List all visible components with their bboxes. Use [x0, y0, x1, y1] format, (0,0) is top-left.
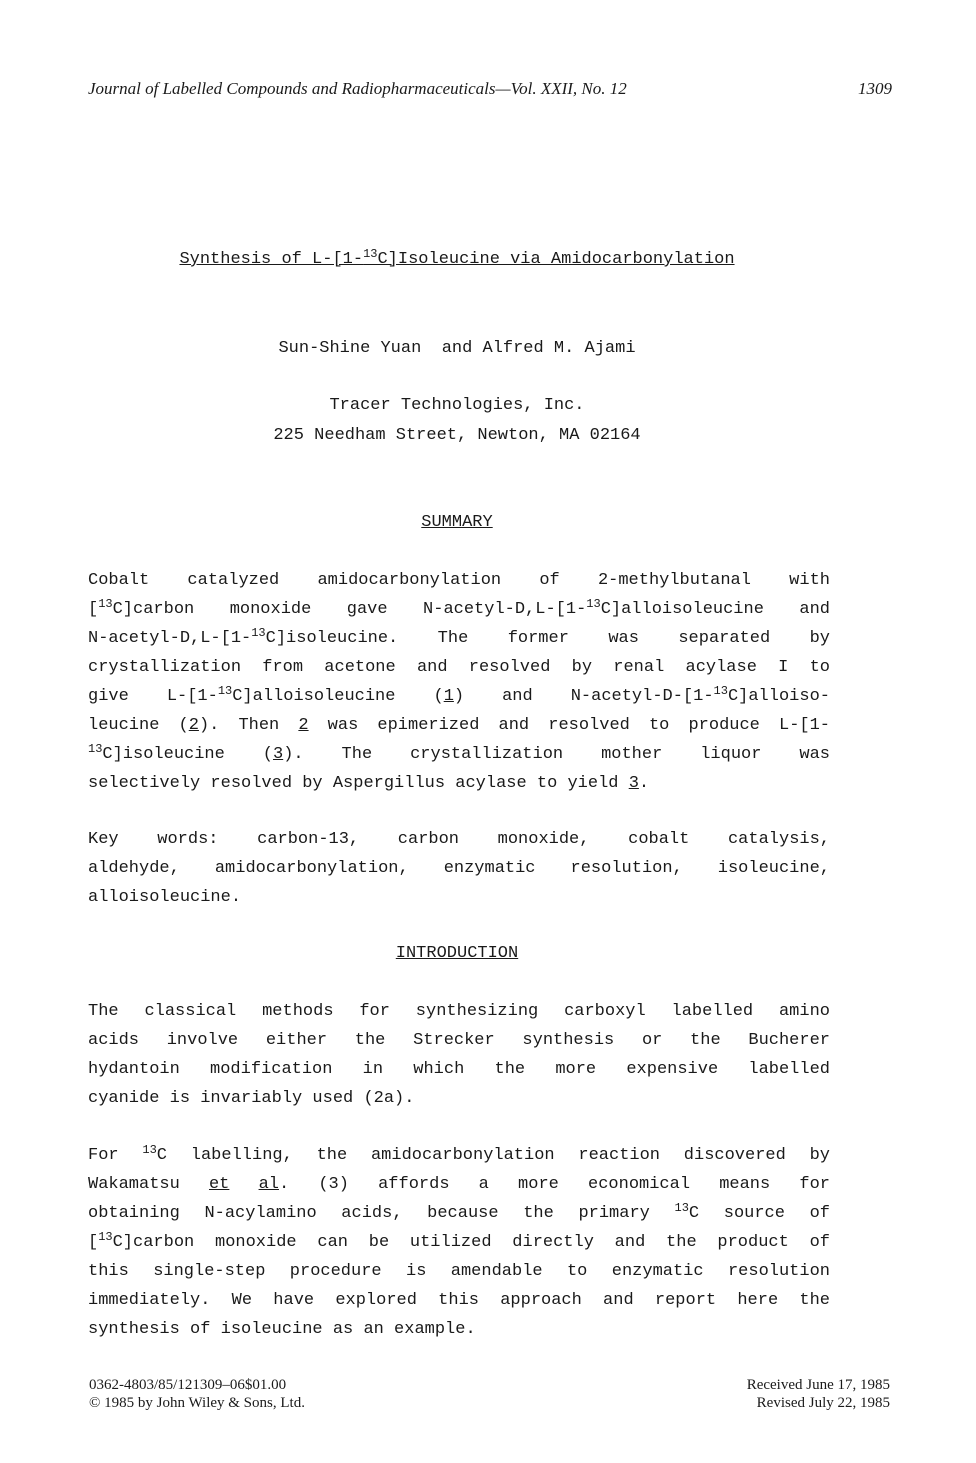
summary-paragraph — [88, 566, 830, 798]
intro-paragraph-1 — [88, 997, 830, 1113]
text-line: hydantoin modification in which the more expensive labelled — [88, 1060, 830, 1079]
text-line: aldehyde, amidocarbonylation, enzymatic resolution, isoleucine, — [88, 859, 830, 878]
footer-left — [89, 1376, 305, 1412]
text-line: $^{13}$C]isoleucine (3). The crystallization mother liquor was — [88, 742, 830, 764]
text-line: [$^{13}$C]carbon monoxide gave N-acetyl-D,L-[1-$^{13}$C]alloisoleucine and — [88, 597, 830, 619]
text-line: [$^{13}$C]carbon monoxide can be utilized directly and the product of — [88, 1230, 830, 1252]
text-line: leucine (2). Then 2 was epimerized and resolved to produce L-[1- — [88, 716, 830, 735]
intro-paragraph-2 — [88, 1141, 830, 1344]
text-line: N-acetyl-D,L-[1-$^{13}$C]isoleucine. The former was separated by — [88, 626, 830, 648]
text-line: give L-[1-$^{13}$C]alloisoleucine (1) and N-acetyl-D-[1-$^{13}$C]alloiso- — [88, 684, 830, 706]
text-line: Key words: carbon-13, carbon monoxide, cobalt catalysis, — [88, 830, 830, 849]
summary-heading: SUMMARY — [421, 513, 493, 532]
page-number: 1309 — [858, 79, 892, 98]
introduction-heading: INTRODUCTION — [395, 944, 519, 963]
journal-title: Journal of Labelled Compounds and Radiopharmaceuticals—Vol. XXII, No. 12 — [88, 79, 627, 98]
text-line: Wakamatsu et al. (3) affords a more economical means for — [88, 1175, 830, 1194]
text-line: For $^{13}$C labelling, the amidocarbonylation reaction discovered by — [88, 1143, 830, 1165]
copyright: © 1985 by John Wiley & Sons, Ltd. — [89, 1395, 305, 1411]
affiliation-address: 225 Needham Street, Newton, MA 02164 — [273, 426, 641, 445]
received-date: Received June 17, 1985 — [746, 1377, 890, 1393]
title-text-end: C]Isoleucine via Amidocarbonylation — [377, 250, 735, 269]
text-line: selectively resolved by Aspergillus acylase to yield 3. — [88, 774, 650, 793]
text-line: acids involve either the Strecker synthesis or the Bucherer — [88, 1031, 830, 1050]
affiliation-org: Tracer Technologies, Inc. — [329, 396, 585, 415]
text-line: obtaining N-acylamino acids, because the primary $^{13}$C source of — [88, 1201, 830, 1223]
text-line: synthesis of isoleucine as an example. — [88, 1320, 476, 1339]
text-line: Cobalt catalyzed amidocarbonylation of 2-methylbutanal with — [88, 571, 830, 590]
footer-right — [747, 1376, 890, 1412]
text-line: crystallization from acetone and resolved by renal acylase I to — [88, 658, 830, 677]
text-line: The classical methods for synthesizing carboxyl labelled amino — [88, 1002, 830, 1021]
revised-date: Revised July 22, 1985 — [756, 1395, 890, 1411]
title-text: Synthesis of L-[1- — [179, 250, 364, 269]
authors: Sun-Shine Yuan and Alfred M. Ajami — [278, 339, 636, 358]
text-line: alloisoleucine. — [88, 888, 242, 907]
title-superscript: 13 — [363, 247, 378, 261]
text-line: immediately. We have explored this approach and report here the — [88, 1291, 830, 1310]
running-head — [88, 79, 892, 103]
article-code: 0362-4803/85/121309–06$01.00 — [89, 1377, 287, 1393]
text-line: cyanide is invariably used (2a). — [88, 1089, 415, 1108]
article-title — [0, 247, 914, 269]
keywords-paragraph — [88, 825, 830, 912]
text-line: this single-step procedure is amendable to enzymatic resolution — [88, 1262, 830, 1281]
